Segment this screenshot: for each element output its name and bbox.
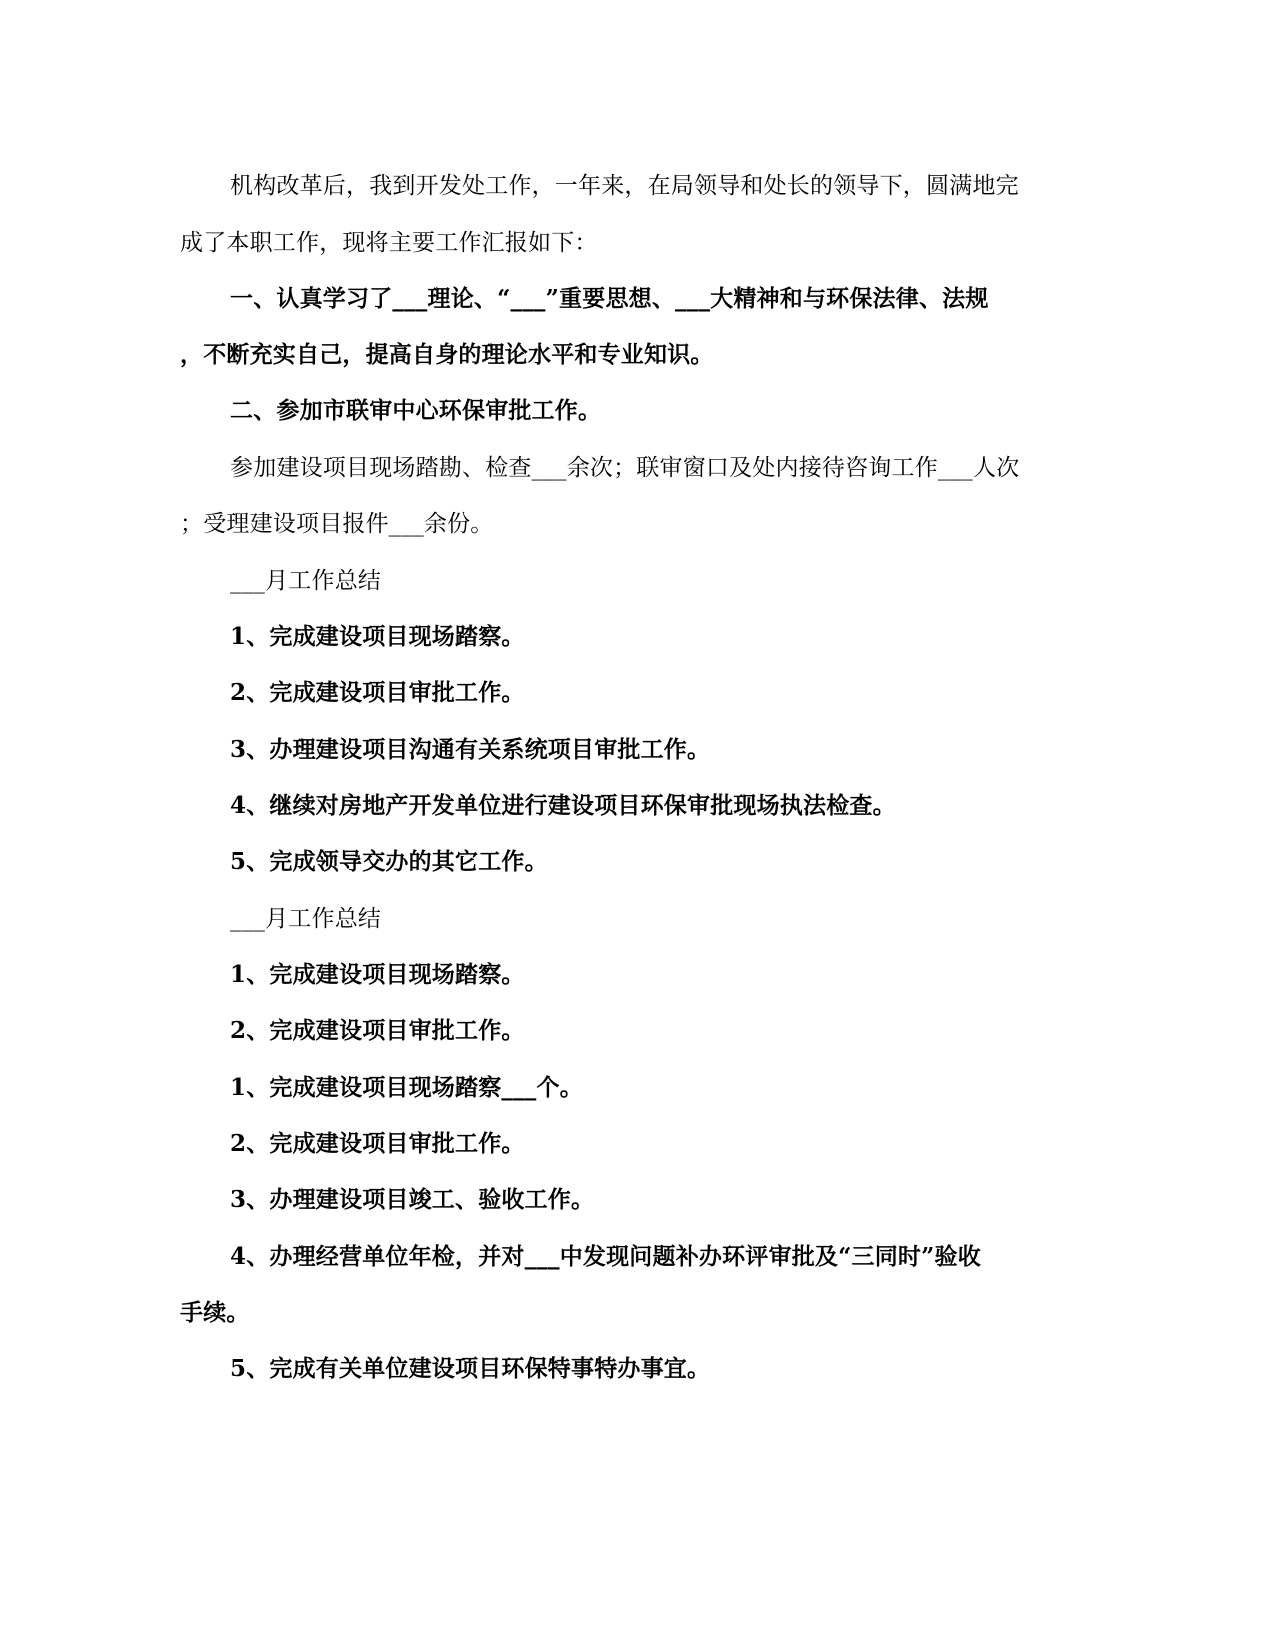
paragraph-intro-line-1: 机构改革后，我到开发处工作，一年来，在局领导和处长的领导下，圆满地完 — [230, 173, 1019, 199]
list-item: 2、完成建设项目审批工作。 — [230, 679, 525, 706]
month-summary-heading: ___月工作总结 — [230, 568, 382, 594]
section-one-heading-line-2: ，不断充实自己，提高自身的理论水平和专业知识。 — [180, 341, 714, 368]
section-one-heading-line-1: 一、认真学习了___理论、“___”重要思想、___大精神和与环保法律、法规 — [230, 285, 989, 312]
list-item: 4、继续对房地产开发单位进行建设项目环保审批现场执法检查。 — [230, 792, 896, 819]
section-two-body-line-2: ；受理建设项目报件___余份。 — [180, 511, 494, 537]
list-item: 3、办理建设项目沟通有关系统项目审批工作。 — [230, 736, 711, 763]
month-summary-heading: ___月工作总结 — [230, 906, 382, 932]
list-item: 5、完成有关单位建设项目环保特事特办事宜。 — [230, 1355, 711, 1382]
list-item: 2、完成建设项目审批工作。 — [230, 1130, 525, 1157]
list-item: 1、完成建设项目现场踏察___个。 — [230, 1074, 583, 1101]
list-item: 2、完成建设项目审批工作。 — [230, 1017, 525, 1044]
section-two-heading: 二、参加市联审中心环保审批工作。 — [230, 397, 602, 424]
section-two-body-line-1: 参加建设项目现场踏勘、检查___余次；联审窗口及处内接待咨询工作___人次 — [230, 455, 1020, 481]
list-item: 5、完成领导交办的其它工作。 — [230, 848, 548, 875]
list-item: 4、办理经营单位年检，并对___中发现问题补办环评审批及“三同时”验收 — [230, 1243, 981, 1270]
paragraph-intro-line-2: 成了本职工作，现将主要工作汇报如下： — [180, 230, 598, 256]
list-item: 1、完成建设项目现场踏察。 — [230, 961, 525, 988]
list-item: 3、办理建设项目竣工、验收工作。 — [230, 1186, 595, 1213]
list-item-continuation: 手续。 — [180, 1299, 250, 1326]
list-item: 1、完成建设项目现场踏察。 — [230, 623, 525, 650]
